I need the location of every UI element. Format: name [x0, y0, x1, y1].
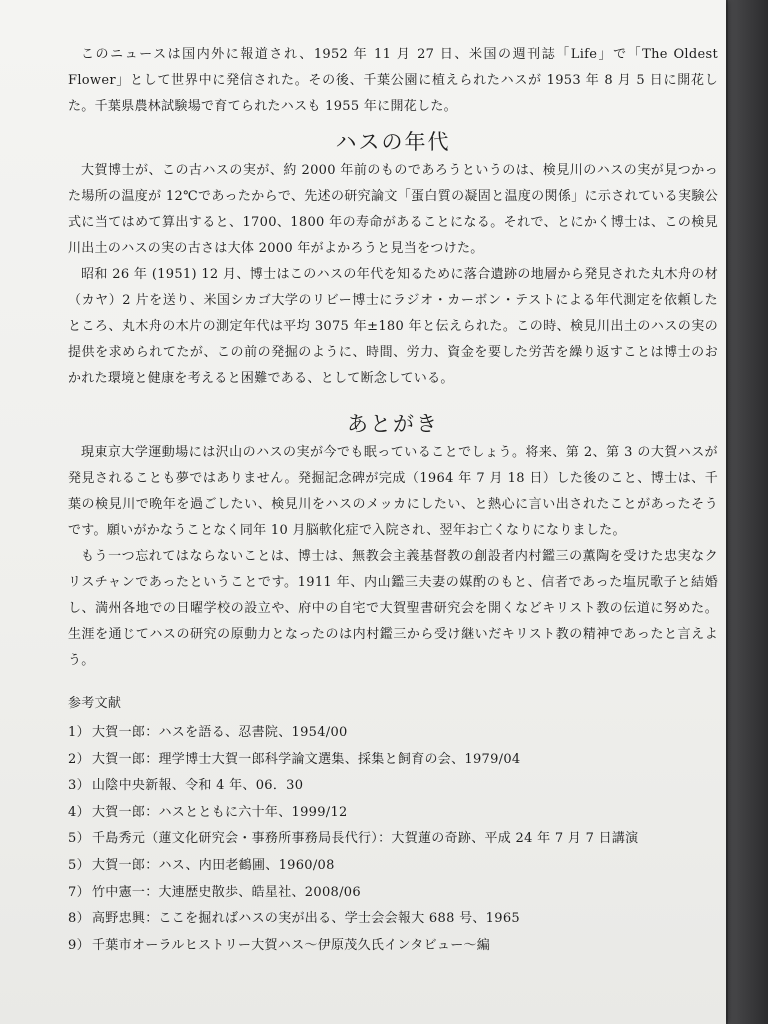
lotus-age-paragraph-1: 大賀博士が、この古ハスの実が、約 2000 年前のものであろうというのは、検見川のハスの実が見つかった場所の温度が 12℃であったからで、先述の研究論文「蛋白質の凝固と温度の関係」に示されている実験公式に当てはめて算出すると、1700、1800 年の寿命があることになる。それで、とにかく博士は、この検見川出土のハスの実の古さは大体 2000 年がよかろうと見当をつけた。	[68, 163, 718, 256]
reference-item	[68, 933, 718, 960]
reference-item	[68, 720, 718, 747]
reference-text: 山陰中央新報、令和 4 年、06．30	[92, 778, 304, 794]
reference-number: 1）	[68, 725, 90, 740]
reference-text: 高野忠興：ここを掘ればハスの実が出る、学士会会報大 688 号、1965	[92, 911, 520, 927]
reference-item	[68, 826, 718, 853]
reference-text: 大賀一郎：ハスとともに六十年、1999/12	[92, 804, 348, 820]
reference-text: 千葉市オーラルヒストリー大賀ハス〜伊原茂久氏インタビュー〜編	[92, 937, 491, 953]
reference-number: 5）	[68, 831, 90, 847]
reference-item	[68, 880, 718, 907]
reference-item	[68, 906, 718, 933]
reference-text: 竹中憲一：大連歴史散歩、皓星社、2008/06	[92, 884, 361, 900]
references-list	[68, 720, 718, 959]
reference-text: 大賀一郎：理学博士大賀一郎科学論文選集、採集と飼育の会、1979/04	[92, 751, 521, 767]
reference-number: 4）	[68, 804, 90, 820]
document-body	[68, 42, 718, 959]
reference-number: 9）	[68, 937, 90, 953]
afterword-paragraph-2: もう一つ忘れてはならないことは、博士は、無教会主義基督教の創設者内村鑑三の薫陶を受けた忠実なクリスチャンであったということです。1911 年、内山鑑三夫妻の媒酌のもと、信者であった塩尻歌子と結婚し、満州各地での日曜学校の設立や、府中の自宅で大賀聖書研究会を開くなどキリスト教の伝道に努めた。生涯を通じてハスの研究の原動力となったのは内村鑑三から受け継いだキリスト教の精神であったと言えよう。	[68, 549, 718, 668]
section-heading-afterword: あとがき	[347, 412, 439, 436]
reference-item	[68, 800, 718, 827]
reference-number: 7）	[68, 884, 90, 900]
reference-item	[68, 773, 718, 800]
desk-background	[728, 0, 768, 1024]
reference-number: 5）	[68, 857, 90, 873]
reference-item	[68, 747, 718, 774]
reference-number: 3）	[68, 778, 90, 794]
afterword-paragraph-1: 現東京大学運動場には沢山のハスの実が今でも眠っていることでしょう。将来、第 2、第 3 の大賀ハスが発見されることも夢ではありません。発掘記念碑が完成（1964 年 7 月 18 日）した後のこと、博士は、千葉の検見川で晩年を過ごしたい、検見川をハスのメッカにしたい、と熱心に言い出されたことがあったそうです。願いがかなうことなく同年 10 月脳軟化症で入院され、翌年お亡くなりになりました。	[68, 445, 718, 538]
reference-number: 8）	[68, 911, 90, 927]
section-heading-lotus-age: ハスの年代	[335, 130, 451, 154]
reference-text: 千島秀元（蓮文化研究会・事務所事務局長代行）：大賀蓮の奇跡、平成 24 年 7 月 7 日講演	[92, 831, 639, 847]
reference-item	[68, 853, 718, 880]
references-title: 参考文献	[68, 696, 122, 711]
reference-text: 大賀一郎：ハス、内田老鶴圃、1960/08	[92, 857, 335, 873]
lotus-age-paragraph-2: 昭和 26 年 (1951) 12 月、博士はこのハスの年代を知るために落合遺跡の地層から発見された丸木舟の材（カヤ）2 片を送り、米国シカゴ大学のリビー博士にラジオ・カーボン・テストによる年代測定を依頼したところ、丸木舟の木片の測定年代は平均 3075 年±180 年と伝えられた。この時、検見川出土のハスの実の提供を求められてたが、この前の発掘のように、時間、労力、資金を要した労苦を繰り返すことは博士のおかれた環境と健康を考えると困難である、として断念している。	[68, 267, 718, 386]
reference-text: 大賀一郎：ハスを語る、忍書院、1954/00	[92, 725, 348, 740]
intro-paragraph: このニュースは国内外に報道され、1952 年 11 月 27 日、米国の週刊誌「Life」で「The Oldest Flower」として世界中に発信された。その後、千葉公園に植えられたハスが 1953 年 8 月 5 日に開花した。千葉県農林試験場で育てられたハスも 1955 年に開花した。	[68, 47, 718, 114]
reference-number: 2）	[68, 751, 90, 767]
